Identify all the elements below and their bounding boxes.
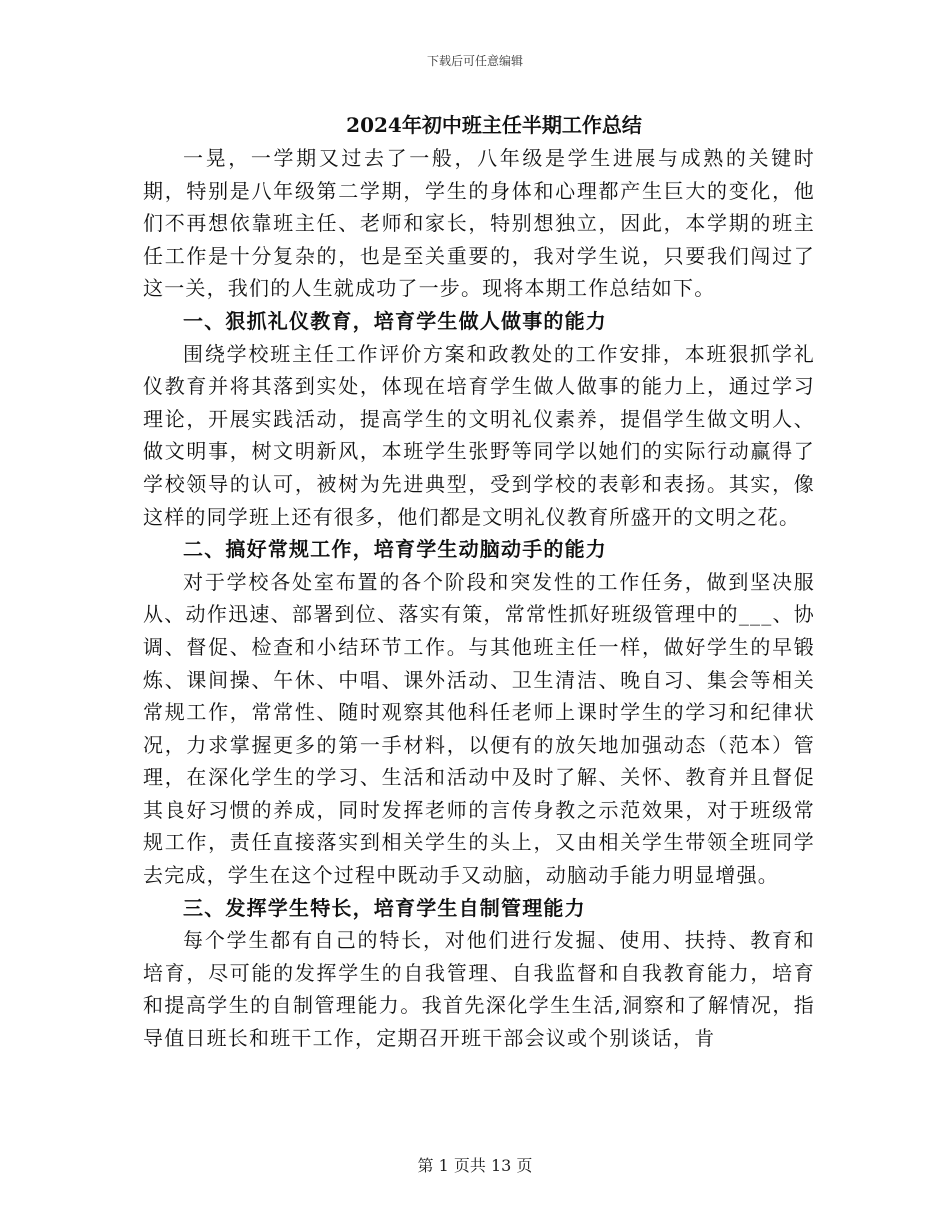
document-title: 2024年初中班主任半期工作总结 <box>346 113 642 137</box>
section-paragraph-3: 每个学生都有自己的特长，对他们进行发掘、使用、扶持、教育和培育，尽可能的发挥学生的自我管理、自我监督和自我教育能力，培育和提高学生的自制管理能力。我首先深化学生生活,洞察和了解情况，指导值日班长和班干工作，定期召开班干部会议或个别谈话，肯 <box>143 928 815 1051</box>
page-header-note: 下载后可任意编辑 <box>426 54 523 68</box>
section-heading-1: 一、狠抓礼仪教育，培育学生做人做事的能力 <box>183 308 607 333</box>
section-paragraph-1: 围绕学校班主任工作评价方案和政教处的工作安排，本班狠抓学礼仪教育并将其落到实处，体现在培育学生做人做事的能力上，通过学习理论，开展实践活动，提高学生的文明礼仪素养，提倡学生做文明人、做文明事，树文明新风，本班学生张野等同学以她们的实际行动赢得了学校领导的认可，被树为先进典型，受到学校的表彰和表扬。其实，像这样的同学班上还有很多，他们都是文明礼仪教育所盛开的文明之花。 <box>143 341 815 529</box>
document-body <box>143 108 815 1055</box>
section-paragraph-2: 对于学校各处室布置的各个阶段和突发性的工作任务，做到坚决服从、动作迅速、部署到位、落实有策，常常性抓好班级管理中的___、协调、督促、检查和小结环节工作。与其他班主任一样，做好学生的早锻炼、课间操、午休、中唱、课外活动、卫生清洁、晚自习、集会等相关常规工作，常常性、随时观察其他科任老师上课时学生的学习和纪律状况，力求掌握更多的第一手材料，以便有的放矢地加强动态（范本）管理，在深化学生的学习、生活和活动中及时了解、关怀、教育并且督促其良好习惯的养成，同时发挥老师的言传身教之示范效果，对于班级常规工作，责任直接落实到相关学生的头上，又由相关学生带领全班同学去完成，学生在这个过程中既动手又动脑，动脑动手能力明显增强。 <box>143 569 815 888</box>
intro-paragraph: 一晃，一学期又过去了一般，八年级是学生进展与成熟的关键时期，特别是八年级第二学期，学生的身体和心理都产生巨大的变化，他们不再想依靠班主任、老师和家长，特别想独立，因此，本学期的班主任工作是十分复杂的，也是至关重要的，我对学生说，只要我们闯过了这一关，我们的人生就成功了一步。现将本期工作总结如下。 <box>143 146 815 301</box>
section-heading-3: 三、发挥学生特长，培育学生自制管理能力 <box>183 895 586 920</box>
section-heading-2: 二、搞好常规工作，培育学生动脑动手的能力 <box>183 537 607 562</box>
page-number: 第 1 页共 13 页 <box>417 1156 533 1175</box>
